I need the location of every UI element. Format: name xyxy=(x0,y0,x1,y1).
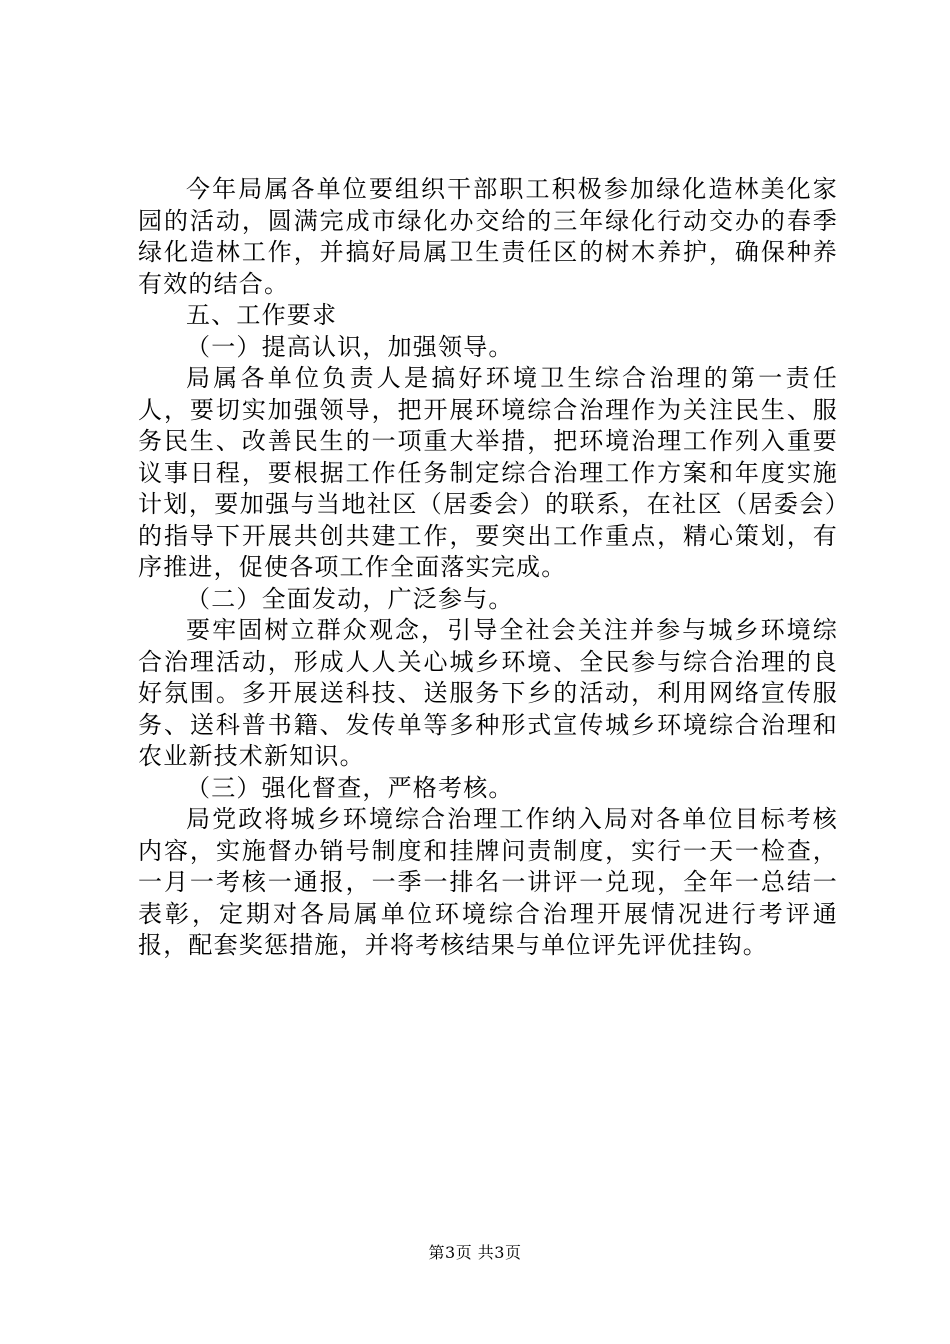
subheading-2: （二）全面发动，广泛参与。 xyxy=(186,584,514,613)
subheading-1: （一）提高认识，加强领导。 xyxy=(186,332,514,361)
paragraph-participation: 要牢固树立群众观念，引导全社会关注并参与城乡环境综合治理活动，形成人人关心城乡环境、全民参与综合治理的良好氛围。多开展送科技、送服务下乡的活动，利用网络宣传服务、送科普书籍、发传单等多种形式宣传城乡环境综合治理和农业新技术新知识。 xyxy=(138,616,838,770)
section-heading-work-requirements: 五、工作要求 xyxy=(186,301,338,329)
document-body xyxy=(138,174,838,962)
subheading-3: （三）强化督查，严格考核。 xyxy=(186,773,514,802)
paragraph-assessment: 局党政将城乡环境综合治理工作纳入局对各单位目标考核内容，实施督办销号制度和挂牌问责制度，实行一天一检查，一月一考核一通报，一季一排名一讲评一兑现，全年一总结一表彰，定期对各局属单位环境综合治理开展情况进行考评通报，配套奖惩措施，并将考核结果与单位评先评优挂钩。 xyxy=(138,805,838,959)
page-number-footer: 第3页 共3页 xyxy=(428,1243,522,1262)
paragraph-greening: 今年局属各单位要组织干部职工积极参加绿化造林美化家园的活动，圆满完成市绿化办交给的三年绿化行动交办的春季绿化造林工作，并搞好局属卫生责任区的树木养护，确保种养有效的结合。 xyxy=(138,175,838,298)
paragraph-leadership: 局属各单位负责人是搞好环境卫生综合治理的第一责任人，要切实加强领导，把开展环境综合治理作为关注民生、服务民生、改善民生的一项重大举措，把环境治理工作列入重要议事日程，要根据工作任务制定综合治理工作方案和年度实施计划，要加强与当地社区（居委会）的联系，在社区（居委会）的指导下开展共创共建工作，要突出工作重点，精心策划，有序推进，促使各项工作全面落实完成。 xyxy=(138,364,838,581)
